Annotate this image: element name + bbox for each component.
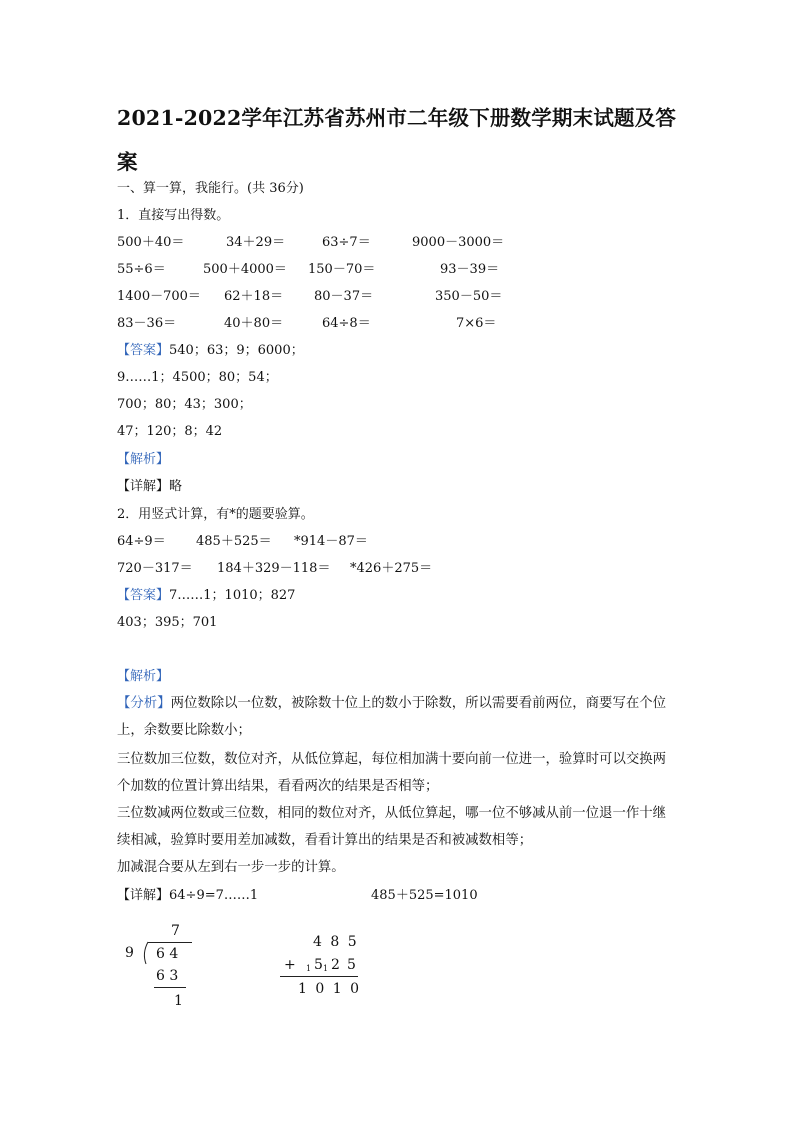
division-line — [154, 987, 186, 988]
q2-item: 184＋329－118＝ — [217, 561, 331, 576]
division-bracket — [140, 941, 150, 965]
detail-text: 略 — [169, 479, 183, 494]
q1-item: 500＋40＝ — [117, 235, 185, 250]
section-heading: 一、算一算，我能行。(共 36分) — [117, 181, 304, 196]
q1-item: 1400－700＝ — [117, 289, 201, 304]
q1-item: 34＋29＝ — [226, 235, 286, 250]
q1-item: 62＋18＝ — [224, 289, 284, 304]
answer-text: 540；63；9；6000； — [169, 343, 304, 358]
q1-detail — [117, 478, 182, 496]
q1-item: 350－50＝ — [435, 289, 503, 304]
q1-item: 55÷6＝ — [117, 262, 166, 277]
division-remainder: 1 — [174, 993, 183, 1009]
q1-item: 64÷8＝ — [322, 316, 371, 331]
addition-line — [280, 976, 358, 977]
detail-eq: 64÷9=7……1 — [169, 888, 259, 903]
answer-text: 7……1；1010；827 — [169, 588, 296, 603]
q2-item: 720－317＝ — [117, 561, 193, 576]
fenxi-text: 两位数除以一位数，被除数十位上的数小于除数，所以需要看前两位，商要写在个位上，余数要比除数小； — [117, 696, 667, 738]
carry-mark: 1 — [306, 964, 312, 973]
q1-item: 40＋80＝ — [224, 316, 284, 331]
addition-plus: + — [284, 957, 296, 973]
division-bar — [148, 942, 192, 943]
answer-tag: 【答案】 — [117, 343, 170, 358]
answer-line: 700；80；43；300； — [117, 397, 252, 412]
analysis-paragraph: 三位数加三位数，数位对齐，从低位算起，每位相加满十要向前一位进一，验算时可以交换两个加数的位置计算出结果，看看两次的结果是否相等； — [117, 752, 667, 794]
answer-tag: 【答案】 — [117, 588, 170, 603]
analysis-paragraph: 三位数减两位数或三位数，相同的数位对齐，从低位算起，哪一位不够减从前一位退一作十继续相减，验算时要用差加减数，看看计算出的结果是否和被减数相等； — [117, 806, 667, 848]
q1-item: 7×6＝ — [456, 316, 497, 331]
q2-item: *914－87＝ — [294, 534, 368, 549]
q1-item: 500＋4000＝ — [203, 262, 287, 277]
division-quotient: 7 — [171, 923, 180, 939]
q1-item: 80－37＝ — [314, 289, 374, 304]
addition-digit: 5 — [347, 957, 356, 973]
q2-detail — [117, 887, 258, 905]
division-dividend: 6 4 — [156, 946, 179, 962]
q2-item: 485＋525＝ — [196, 534, 272, 549]
analysis-paragraph: 加减混合要从左到右一步一步的计算。 — [117, 860, 345, 875]
division-product: 6 3 — [156, 968, 179, 984]
answer-line: 9……1；4500；80；54； — [117, 370, 278, 385]
answer-line: 47；120；8；42 — [117, 424, 223, 439]
addition-digit: 2 — [331, 957, 340, 973]
q1-answer — [117, 342, 304, 360]
answer-line: 403；395；701 — [117, 615, 218, 630]
division-divisor: 9 — [125, 945, 134, 961]
detail-tag: 【详解】 — [117, 888, 170, 903]
q1-item: 9000－3000＝ — [412, 235, 505, 250]
detail-tag: 【详解】 — [117, 479, 170, 494]
fenxi-tag: 【分析】 — [117, 696, 171, 711]
addition-digit: 5 — [314, 957, 323, 973]
q2-item: *426＋275＝ — [350, 561, 433, 576]
q1-item: 83－36＝ — [117, 316, 177, 331]
q1-item: 150－70＝ — [308, 262, 376, 277]
q2-item: 64÷9＝ — [117, 534, 166, 549]
analysis-tag: 【解析】 — [117, 669, 170, 684]
q2-answer — [117, 587, 295, 605]
q1-item: 63÷7＝ — [322, 235, 371, 250]
analysis-paragraph — [117, 690, 679, 744]
q1-item: 93－39＝ — [440, 262, 500, 277]
page-title: 2021-2022学年江苏省苏州市二年级下册数学期末试题及答案 — [117, 106, 677, 174]
detail-eq: 485＋525=1010 — [371, 888, 478, 903]
question-1-label: 1．直接写出得数。 — [117, 208, 230, 223]
carry-mark: 1 — [323, 964, 329, 973]
addition-result: 1 0 1 0 — [298, 981, 361, 997]
question-2-label: 2．用竖式计算，有*的题要验算。 — [117, 507, 314, 522]
addition-top: 4 8 5 — [313, 934, 359, 950]
analysis-tag: 【解析】 — [117, 452, 170, 467]
